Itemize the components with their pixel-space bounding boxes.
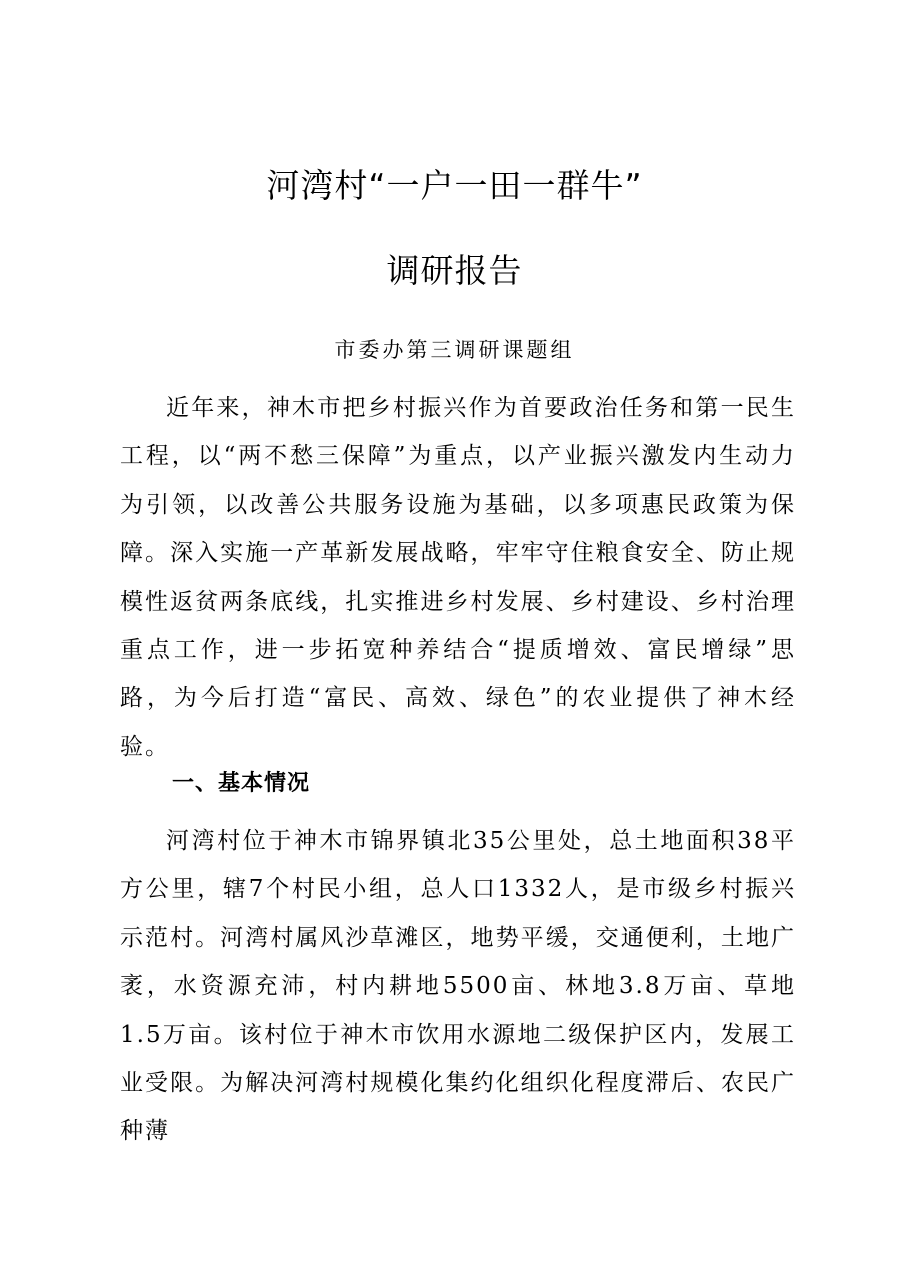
intro-section	[120, 384, 796, 771]
section-heading-basic-info: 一、基本情况	[172, 771, 311, 796]
document-title-line2: 调研报告	[386, 251, 523, 290]
basic-info-paragraph: 河湾村位于神木市锦界镇北35公里处，总土地面积38平方公里，辖7个村民小组，总人口1332人，是市级乡村振兴示范村。河湾村属风沙草滩区，地势平缓，交通便利，土地广袤，水资源充沛，村内耕地5500亩、林地3.8万亩、草地1.5万亩。该村位于神木市饮用水源地二级保护区内，发展工业受限。为解决河湾村规模化集约化组织化程度滞后、农民广种薄	[120, 828, 796, 1145]
document-title-line1: 河湾村“一户一田一群牛”	[266, 166, 643, 205]
basic-info-section	[120, 817, 796, 1156]
intro-paragraph: 近年来，神木市把乡村振兴作为首要政治任务和第一民生工程，以“两不愁三保障”为重点，以产业振兴激发内生动力为引领，以改善公共服务设施为基础，以多项惠民政策为保障。深入实施一产革新发展战略，牢牢守住粮食安全、防止规模性返贫两条底线，扎实推进乡村发展、乡村建设、乡村治理重点工作，进一步拓宽种养结合“提质增效、富民增绿”思路，为今后打造“富民、高效、绿色”的农业提供了神木经验。	[120, 395, 796, 760]
document-author: 市委办第三调研课题组	[334, 338, 575, 362]
